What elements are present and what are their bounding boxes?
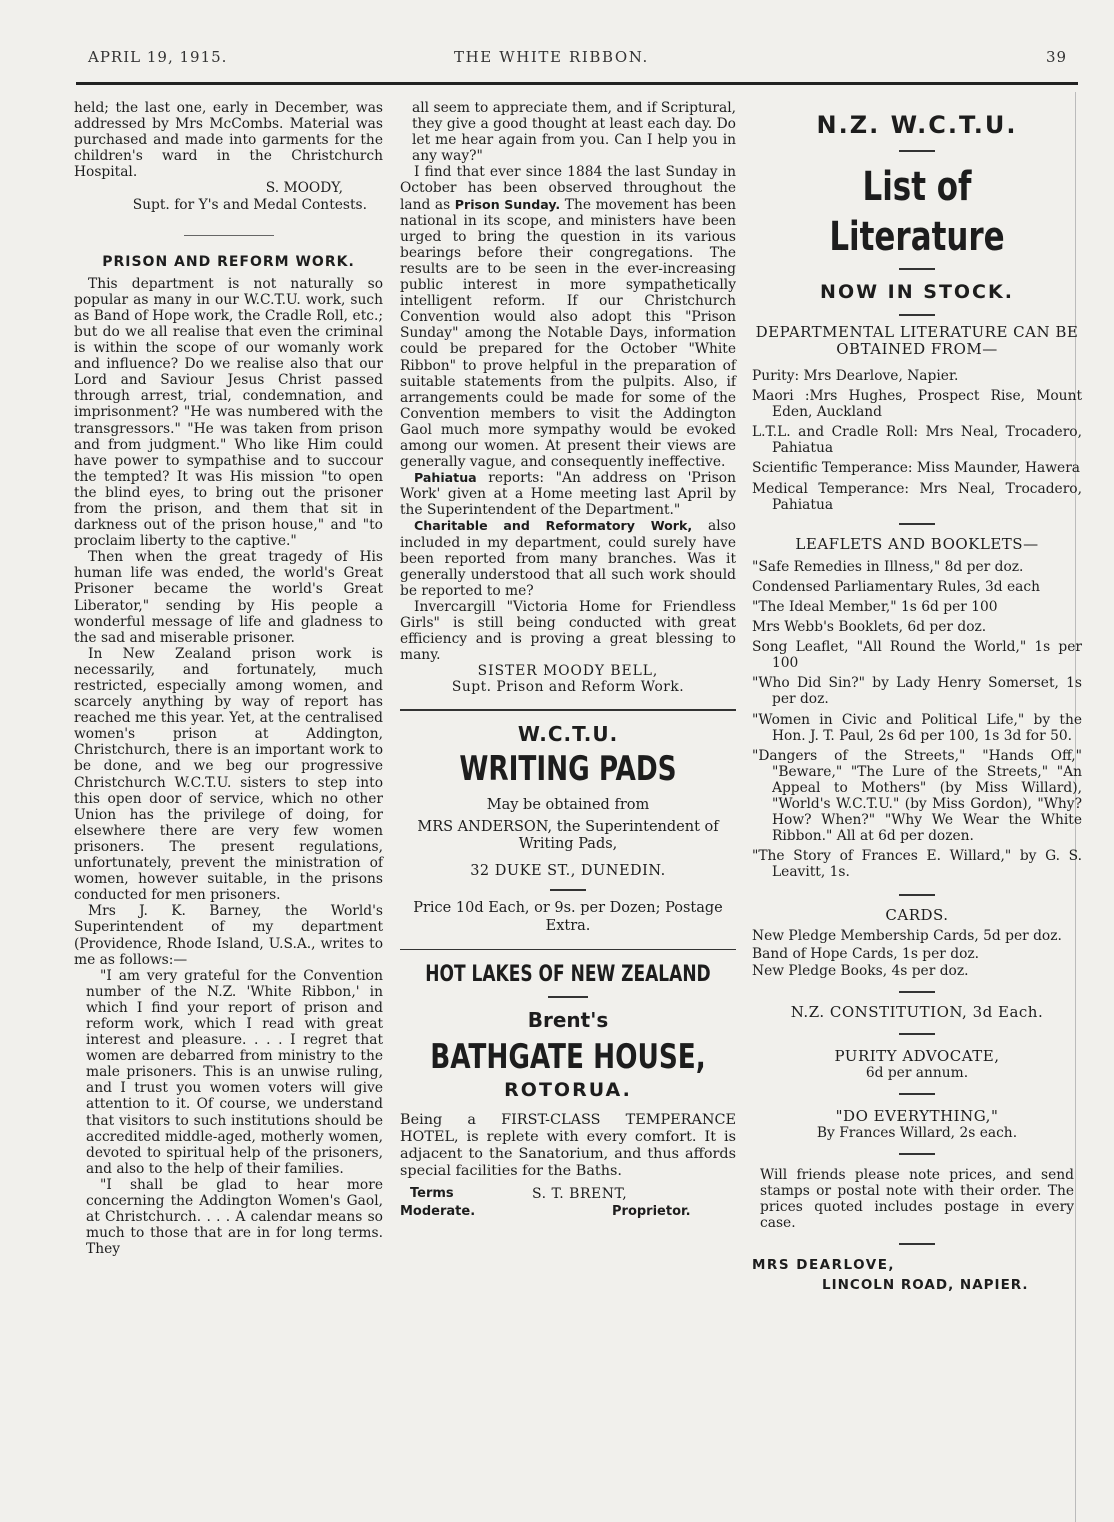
ad-text: MRS ANDERSON, the Superintendent of Writing Pads,: [417, 819, 719, 853]
ad-title: WRITING PADS: [459, 749, 677, 790]
page-number: 39: [1046, 48, 1068, 66]
divider: [548, 996, 588, 998]
emphasis: Charitable and Reformatory Work,: [414, 518, 693, 534]
paragraph: This department is not naturally so popular as many in our W.C.T.U. work, such as Band of Hope work, the Cradle Roll, etc.; but do we all realise that even the criminal is within the scope of our womanly work and influence? Do we realise also that our Lord and Saviour Jesus Christ passed through arrest, trial, condemnation, and imprisonment? "He was numbered with the transgressors." "He was taken from prison and from judgment." Who like Him could have power to sympathise and to succour the tempted? It was His mission "to open the blind eyes, to bring out the prisoner from the prison, and them that sit in darkness out of the prison house," and "to proclaim liberty to the captive.": [74, 275, 383, 550]
paragraph: I find that ever since 1884 the last Sunday in October has been observed throughout the land as Prison Sunday. The movement has been national in its scope, and ministers have been urged to bring the question in its various bearings before their congregations. The results are to be seen in the ever-increasing public interest in more sympathetically intelligent reform. If our Christchurch Convention would also adopt this "Prison Sunday" among the Notable Days, information could be prepared for the October "White Ribbon" to prove helpful in the preparation of suitable statements from the pulpits. Also, if arrangements could be made for some of the Convention members to visit the Addington Gaol much more sympathy would be evoked among our women. At present their views are generally vague, and consequently ineffective.: [400, 164, 736, 471]
contact-name: MRS DEARLOVE,: [752, 1257, 896, 1274]
list-item: "Dangers of the Streets," "Hands Off," "Beware," "The Lure of the Streets," "An Appeal to Mothers" (by Miss Willard), "World's W.C.T.U." (by Miss Gordon), "Why? How? When?" "Why We Wear the White Ribbon." All at 6d per dozen.: [752, 747, 1082, 845]
list-item: New Pledge Membership Cards, 5d per doz.: [752, 928, 1062, 945]
column-2: [400, 100, 736, 1224]
list-item: Medical Temperance: Mrs Neal, Trocadero, Pahiatua: [752, 480, 1082, 513]
contact-address: LINCOLN ROAD, NAPIER.: [822, 1277, 1029, 1294]
signature-name: S. MOODY,: [265, 180, 343, 197]
list-item: "Safe Remedies in Illness," 8d per doz.: [752, 558, 1024, 575]
intro-paragraph: held; the last one, early in December, was addressed by Mrs McCombs. Material was purchased and made into garments for the children's ward in the Christchurch Hospital.: [74, 100, 383, 181]
purity-price: 6d per annum.: [865, 1064, 969, 1081]
list-item: New Pledge Books, 4s per doz.: [752, 962, 969, 979]
quotation-continued: all seem to appreciate them, and if Scriptural, they give a good thought at least each day. Do let me hear again from you. Can I help you in any way?": [412, 100, 736, 165]
issue-date: APRIL 19, 1915.: [88, 48, 228, 66]
bathgate-house-ad: [400, 960, 736, 1224]
paragraph: Then when the great tragedy of His human life was ended, the world's Great Prisoner became the world's Great Liberator," sending by His people a wonderful message of life and gladness to the sad and miserable prisoner.: [74, 549, 383, 646]
ad-address: 32 DUKE ST., DUNEDIN.: [470, 863, 666, 880]
emphasis: Prison Sunday.: [454, 196, 561, 212]
dept-list: [752, 368, 1082, 513]
purity-advocate: PURITY ADVOCATE,: [834, 1046, 1000, 1065]
ad-name: BATHGATE HOUSE,: [430, 1037, 706, 1078]
quotation: "I shall be glad to hear more concerning the Addington Women's Gaol, at Christchurch. . . . A calendar means so much to those that are in for long terms. They: [86, 1176, 383, 1258]
divider: [550, 889, 586, 891]
quotation: "I am very grateful for the Convention number of the N.Z. 'White Ribbon,' in which I find your report of prison and reform work, which I read with great interest and pleasure. . . . I regret that women are debarred from ministry to the male prisoners. This is an unwise ruling, and I trust you women voters will give attention to it. Of course, we understand that visitors to such institutions should be accredited middle-aged, motherly women, devoted to spiritual help of the prisoners, and also to the help of their families.: [86, 967, 383, 1177]
list-item: "The Story of Frances E. Willard," by G. S. Leavitt, 1s.: [752, 848, 1082, 881]
ad-text: Being a FIRST-CLASS TEMPERANCE HOTEL, is replete with every comfort. It is adjacent to the Sanatorium, and thus affords special facilities for the Baths.: [400, 1112, 736, 1180]
divider: [184, 235, 274, 236]
writing-pads-ad: [400, 721, 736, 935]
divider: [899, 1243, 935, 1245]
ad-org: W.C.T.U.: [517, 722, 619, 747]
list-item: "Who Did Sin?" by Lady Henry Somerset, 1s per doz.: [752, 675, 1082, 708]
ad-headline: HOT LAKES OF NEW ZEALAND: [425, 962, 711, 988]
divider: [899, 894, 935, 896]
list-item: Band of Hope Cards, 1s per doz.: [752, 945, 980, 962]
divider: [899, 523, 935, 525]
ad-footer: Terms Moderate. S. T. BRENT, Proprietor.: [400, 1186, 691, 1220]
list-subtitle: NOW IN STOCK.: [820, 281, 1014, 303]
cards-list: [752, 928, 1082, 978]
branch-name: Pahiatua: [414, 470, 477, 486]
paragraph: Mrs J. K. Barney, the World's Superintendent of my department (Providence, Rhode Island, U.S.A., writes to me as follows:—: [74, 903, 383, 968]
divider: [899, 1033, 935, 1035]
do-everything-author: By Frances Willard, 2s each.: [816, 1124, 1018, 1141]
ad-border: [400, 709, 736, 711]
section-heading: PRISON AND REFORM WORK.: [102, 253, 355, 270]
ad-place: ROTORUA.: [504, 1079, 632, 1102]
list-item: Scientific Temperance: Miss Maunder, Hawera: [752, 460, 1081, 477]
list-item: "The Ideal Member," 1s 6d per 100: [752, 598, 998, 615]
list-item: L.T.L. and Cradle Roll: Mrs Neal, Trocadero, Pahiatua: [752, 424, 1082, 457]
list-item: Song Leaflet, "All Round the World," 1s per 100: [752, 639, 1082, 672]
divider: [899, 150, 935, 152]
signature-title: Supt. for Y's and Medal Contests.: [132, 196, 367, 213]
page-header: [78, 48, 1068, 80]
column-3: [752, 100, 1082, 1293]
paragraph: Invercargill "Victoria Home for Friendless Girls" is still being conducted with great efficiency and is proving a great blessing to many.: [400, 598, 736, 664]
signature-title: Supt. Prison and Reform Work.: [451, 679, 685, 696]
divider: [899, 991, 935, 993]
list-item: Maori :Mrs Hughes, Prospect Rise, Mount Eden, Auckland: [752, 388, 1082, 421]
publication-title: THE WHITE RIBBON.: [454, 48, 649, 66]
org-name: N.Z. W.C.T.U.: [816, 111, 1018, 139]
leaflets-list: [752, 559, 1082, 881]
leaflets-heading: LEAFLETS AND BOOKLETS—: [795, 534, 1039, 553]
ad-brand: Brent's: [527, 1008, 609, 1033]
list-item: Condensed Parliamentary Rules, 3d each: [752, 578, 1041, 595]
divider: [899, 1153, 935, 1155]
paragraph: Charitable and Reformatory Work, also included in my department, could surely have been reported from many branches. Was it generally understood that all such work should be reported to me?: [400, 518, 736, 599]
signature-name: SISTER MOODY BELL,: [477, 663, 659, 680]
paragraph: Pahiatua reports: "An address on 'Prison Work' given at a Home meeting last April by the Superintendent of the Department.": [400, 470, 736, 519]
dept-heading: DEPARTMENTAL LITERATURE CAN BE OBTAINED FROM—: [755, 323, 1079, 358]
do-everything: "DO EVERYTHING,": [835, 1106, 999, 1125]
list-item: Mrs Webb's Booklets, 6d per doz.: [752, 619, 987, 636]
header-rule: [76, 82, 1078, 85]
list-title: List of Literature: [829, 164, 1005, 260]
divider: [899, 268, 935, 270]
list-item: Purity: Mrs Dearlove, Napier.: [752, 368, 959, 384]
ad-border: [400, 949, 736, 950]
divider: [899, 314, 935, 316]
divider: [899, 1093, 935, 1095]
ad-text: May be obtained from: [486, 797, 650, 814]
order-note: Will friends please note prices, and send stamps or postal note with their order. The prices quoted includes postage in every case.: [760, 1166, 1074, 1232]
ad-price: Price 10d Each, or 9s. per Dozen; Postage Extra.: [413, 900, 723, 935]
constitution: N.Z. CONSTITUTION, 3d Each.: [790, 1002, 1044, 1021]
cards-heading: CARDS.: [885, 906, 949, 925]
column-1: [74, 100, 383, 1257]
paragraph: In New Zealand prison work is necessarily, and fortunately, much restricted, especially among women, and scarcely anything by way of report has reached me this year. Yet, at the centralised women's prison at Addington, Christchurch, there is an important work to be done, and we beg our progressive Christchurch W.C.T.U. sisters to step into this open door of service, which no other Union has the privilege of doing, for elsewhere there are very few women prisoners. The present regulations, unfortunately, prevent the ministration of women, however suitable, in the prisons conducted for men prisoners.: [74, 645, 383, 904]
list-item: "Women in Civic and Political Life," by the Hon. J. T. Paul, 2s 6d per 100, 1s 3d for 50.: [752, 711, 1082, 744]
